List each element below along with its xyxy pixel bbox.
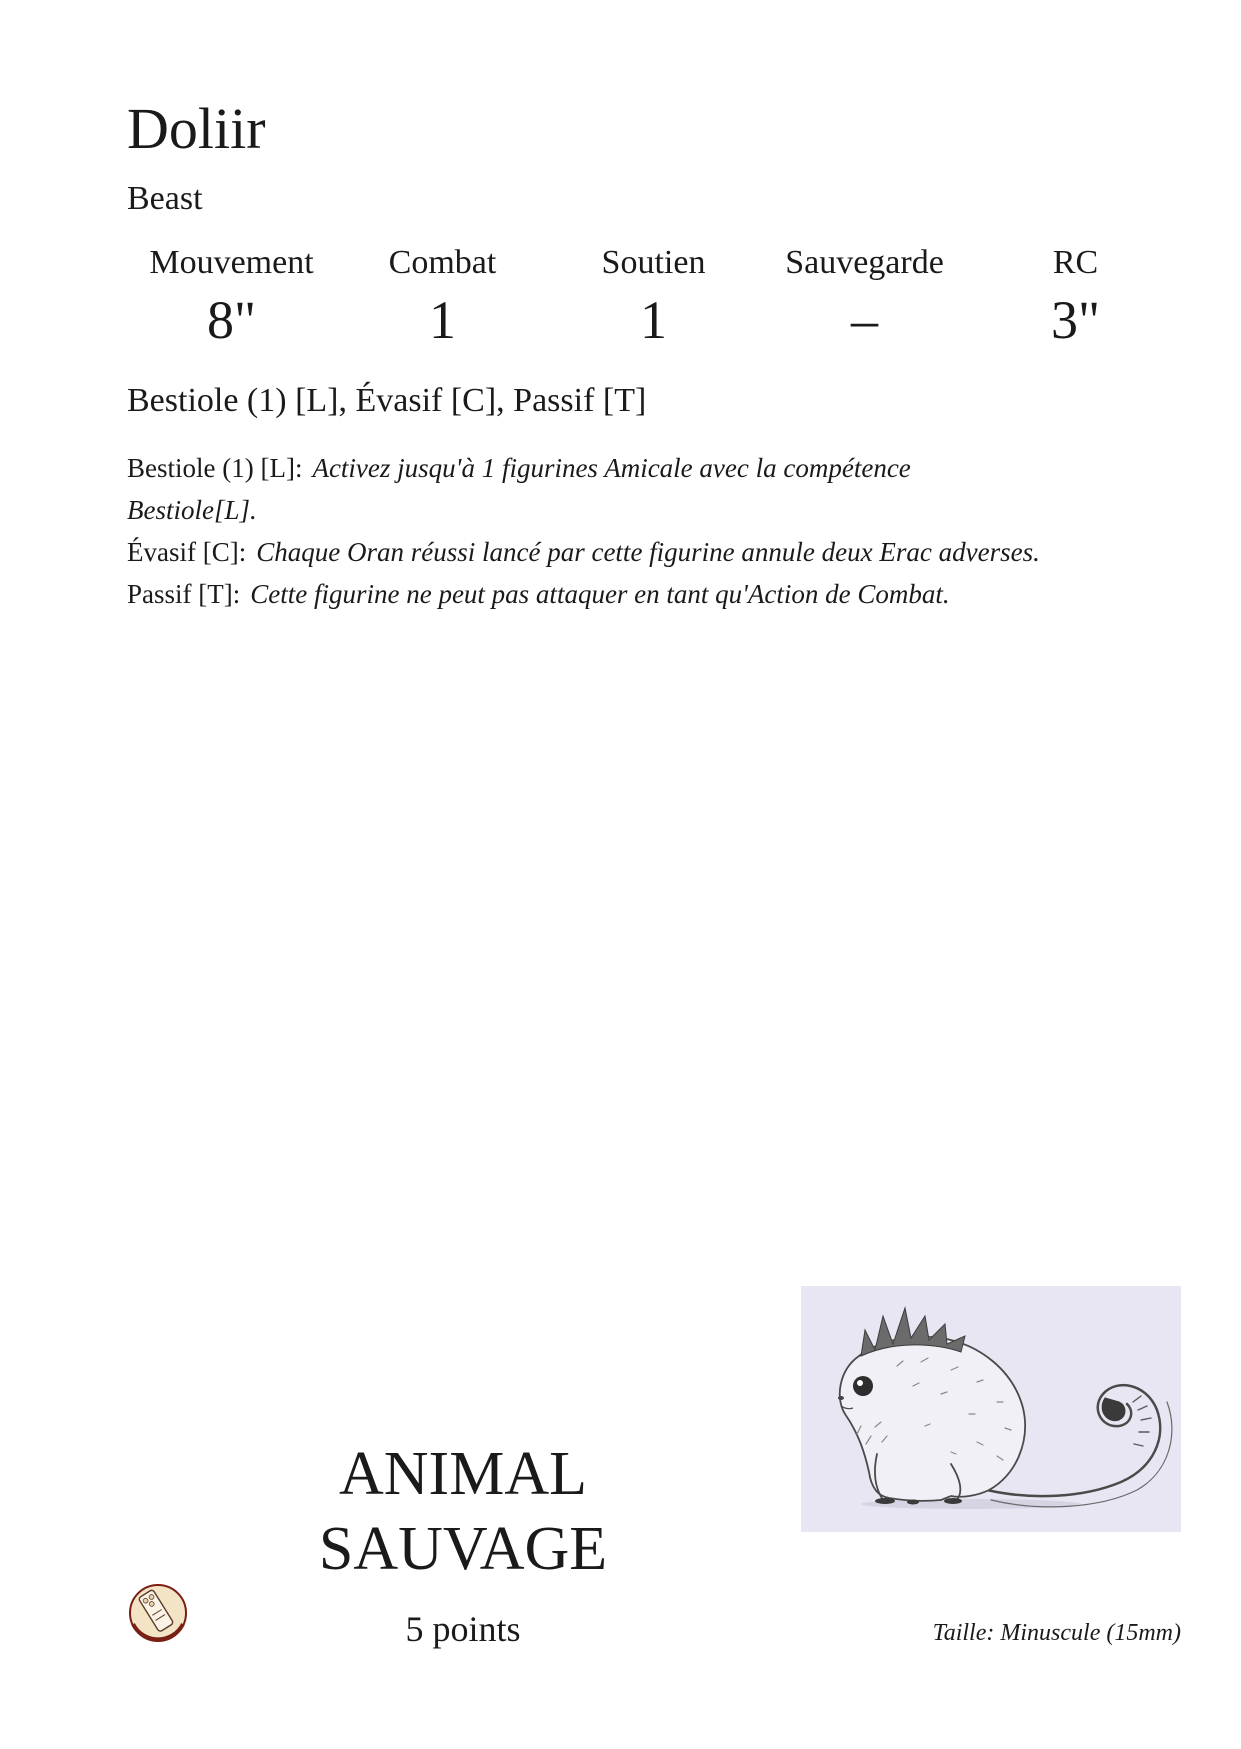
traits-line: Bestiole (1) [L], Évasif [C], Passif [T]: [127, 382, 647, 419]
size-label: Taille: Minuscule (15mm): [932, 1620, 1181, 1646]
faction-emblem-icon: [127, 1582, 189, 1644]
rule-item-passif: [127, 573, 1127, 615]
rule-item-evasif: [127, 531, 1127, 573]
creature-eye: [853, 1376, 873, 1396]
rule-text: Activez jusqu'à 1 figurines Amicale avec la compétence Bestiole[L].: [127, 453, 911, 525]
card-title: Doliir: [127, 96, 266, 161]
stat-value-rc: 3": [1050, 290, 1101, 350]
unit-type: Beast: [127, 180, 203, 217]
rule-name: Bestiole (1) [L]:: [127, 453, 303, 483]
points-cost: 5 points: [405, 1609, 521, 1649]
rule-text: Cette figurine ne peut pas attaquer en tant qu'Action de Combat.: [250, 579, 950, 609]
stat-value-soutien: 1: [640, 290, 667, 350]
creature-illustration: [801, 1286, 1181, 1532]
stat-header-soutien: Soutien: [601, 244, 706, 281]
rule-item-bestiole: [127, 447, 1027, 531]
creature-nose: [838, 1396, 844, 1400]
stat-value-combat: 1: [429, 290, 456, 350]
rule-name: Passif [T]:: [127, 579, 241, 609]
stat-header-combat: Combat: [388, 244, 497, 281]
rule-name: Évasif [C]:: [127, 537, 247, 567]
stat-headers-row: [126, 246, 1181, 280]
stat-value-mouvement: 8": [206, 290, 257, 350]
rule-text: Chaque Oran réussi lancé par cette figurine annule deux Erac adverses.: [256, 537, 1040, 567]
rules-list: [127, 447, 1127, 615]
stat-values-row: [126, 290, 1181, 350]
stat-header-rc: RC: [1052, 244, 1099, 281]
stat-header-sauvegarde: Sauvegarde: [785, 244, 944, 281]
faction-name-line2: SAUVAGE: [318, 1515, 608, 1583]
stat-header-mouvement: Mouvement: [149, 244, 314, 281]
stat-value-sauvegarde: –: [851, 290, 878, 350]
creature-eye-highlight: [857, 1380, 863, 1386]
faction-name-line1: ANIMAL: [339, 1440, 587, 1508]
